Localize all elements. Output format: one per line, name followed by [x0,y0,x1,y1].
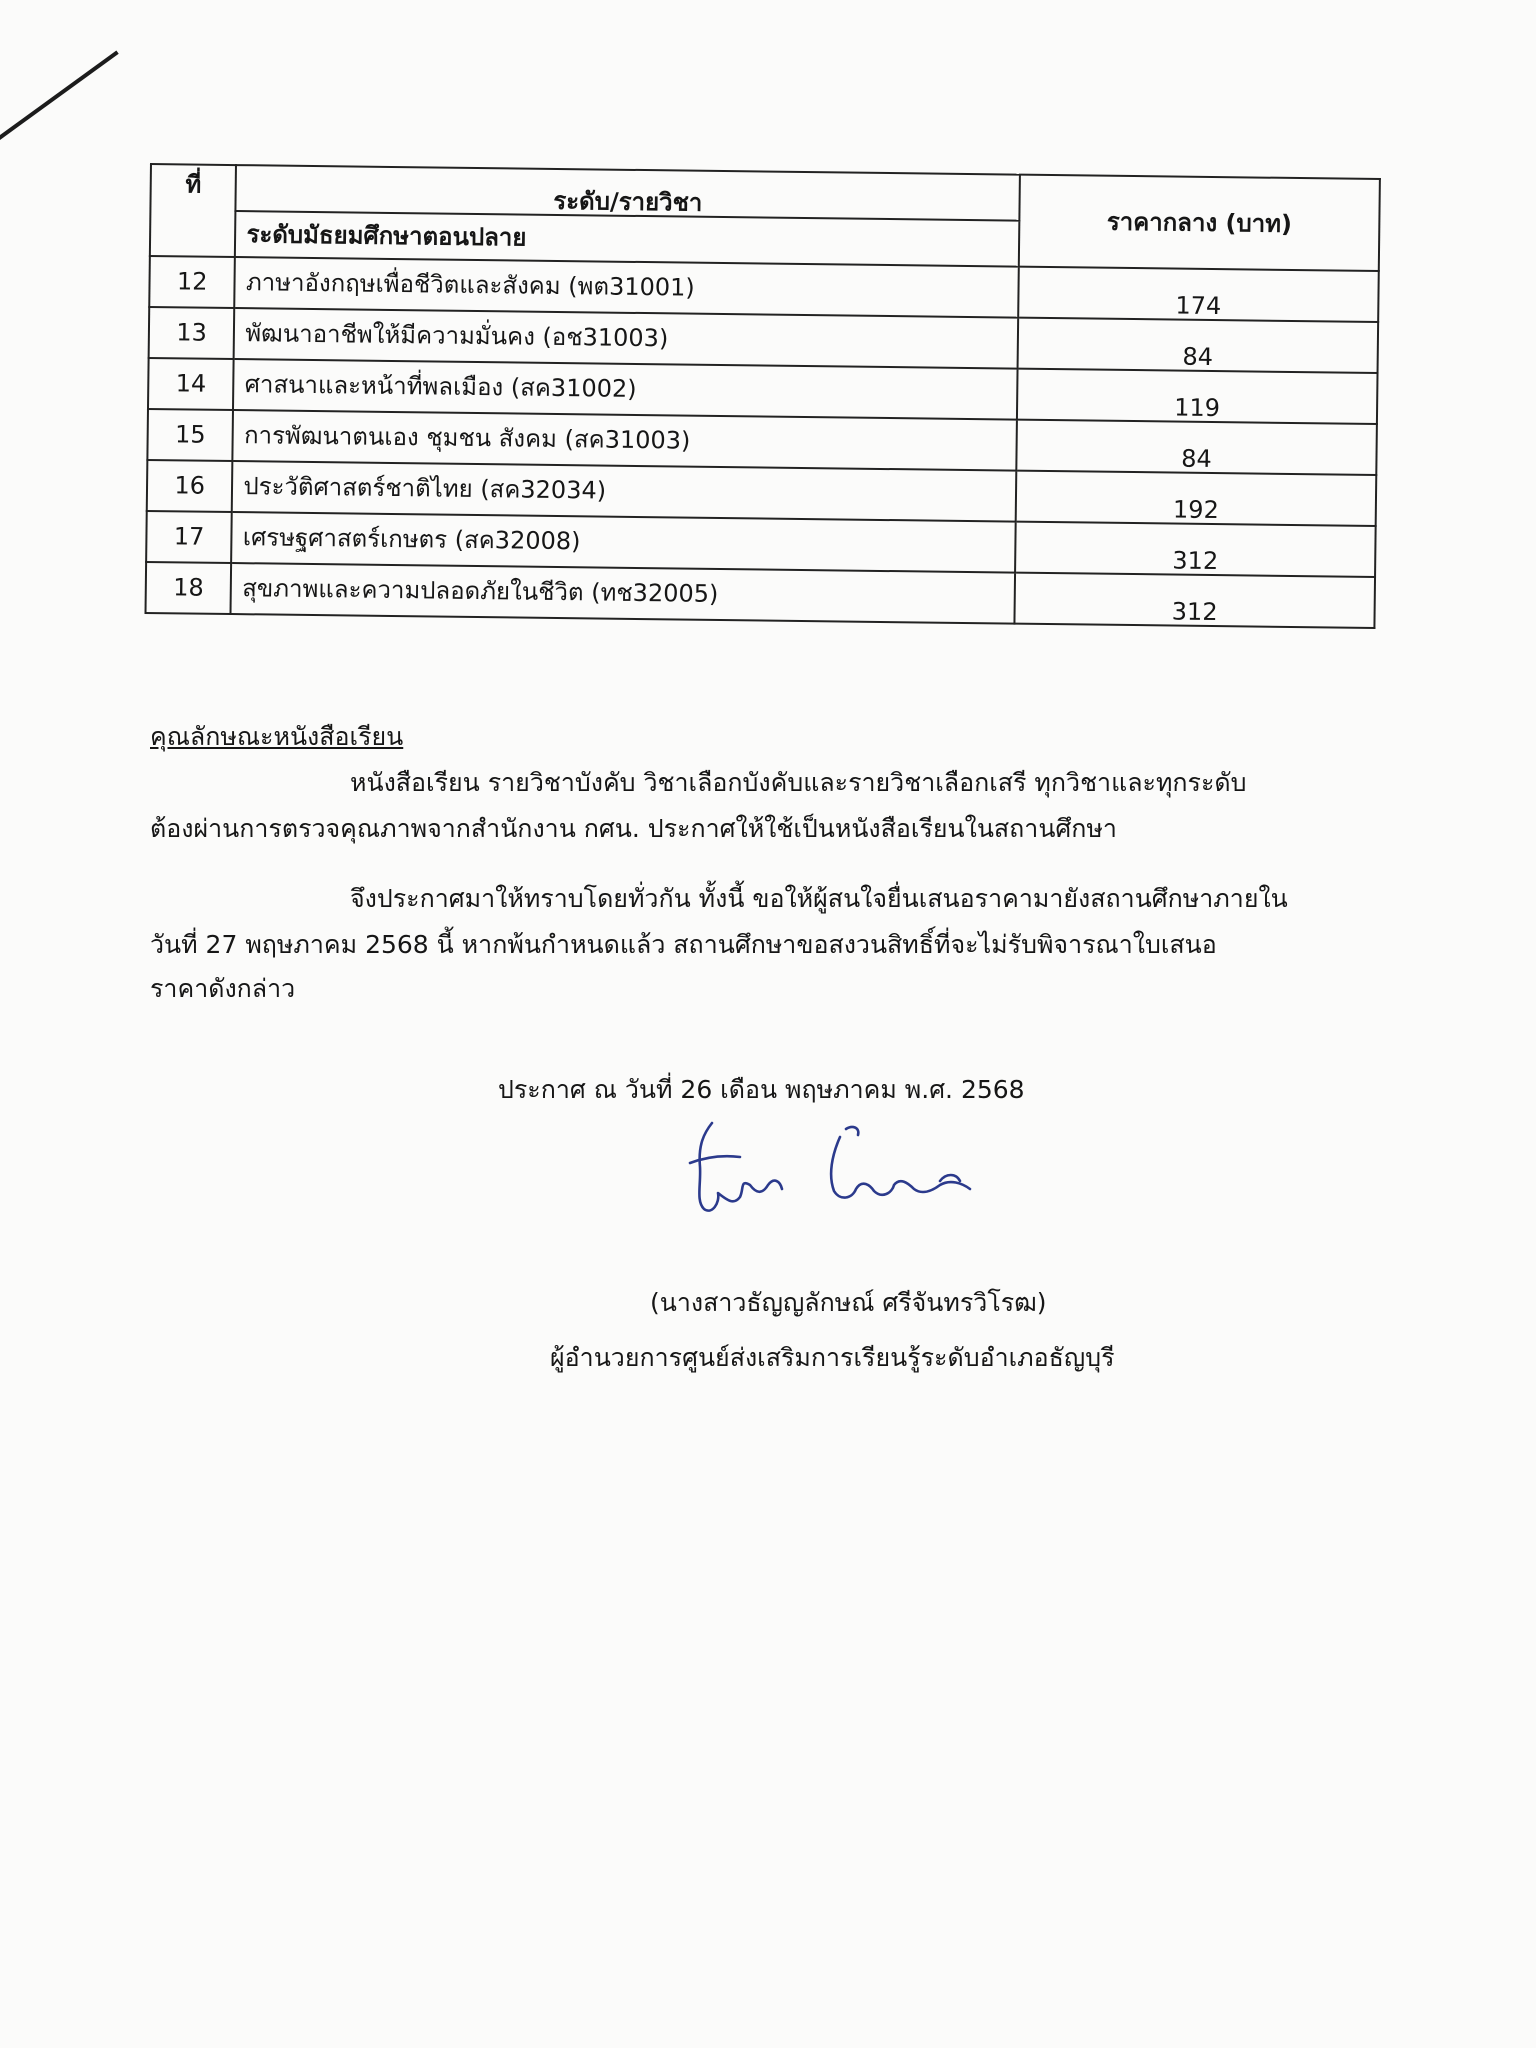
row-subject: เศรษฐศาสตร์เกษตร (สค32008) [232,512,1016,573]
header-subject: ระดับ/รายวิชา [236,165,1020,221]
para1-line2: ต้องผ่านการตรวจคุณภาพจากสำนักงาน กศน. ประกาศให้ใช้เป็นหนังสือเรียนในสถานศึกษา [150,814,1117,843]
header-no: ที่ [150,164,237,257]
row-subject: สุขภาพและความปลอดภัยในชีวิต (ทช32005) [231,563,1015,624]
row-price: 119 [1017,369,1377,424]
row-price: 174 [1018,267,1378,322]
signature-scribble [670,1115,1000,1225]
row-subject: ภาษาอังกฤษเพื่อชีวิตและสังคม (พต31001) [235,257,1019,318]
row-price: 312 [1015,522,1375,577]
para1-line1: หนังสือเรียน รายวิชาบังคับ วิชาเลือกบังคับและรายวิชาเลือกเสรี ทุกวิชาและทุกระดับ [350,768,1247,797]
price-table [144,163,1380,629]
row-price: 84 [1016,420,1376,475]
para2-line2: วันที่ 27 พฤษภาคม 2568 นี้ หากพ้นกำหนดแล้ว สถานศึกษาขอสงวนสิทธิ์ที่จะไม่รับพิจารณาใบเสนอ [150,930,1217,959]
characteristics-section [150,722,1350,1004]
row-number: 18 [146,562,232,614]
para2-line3: ราคาดังกล่าว [150,974,296,1003]
row-price: 312 [1015,573,1375,628]
characteristics-heading: คุณลักษณะหนังสือเรียน [150,722,404,751]
announce-date: ประกาศ ณ วันที่ 26 เดือน พฤษภาคม พ.ศ. 2568 [498,1075,1025,1104]
signer-position: ผู้อำนวยการศูนย์ส่งเสริมการเรียนรู้ระดับอำเภอธัญบุรี [550,1343,1115,1372]
scan-edge-mark [0,50,119,153]
row-number: 12 [149,256,235,308]
level-label: ระดับมัธยมศึกษาตอนปลาย [235,211,1019,267]
row-number: 17 [146,511,232,563]
row-subject: ประวัติศาสตร์ชาติไทย (สค32034) [232,461,1016,522]
signer-name: (นางสาวธัญญลักษณ์ ศรีจันทรวิโรฒ) [650,1288,1047,1317]
row-number: 16 [147,460,233,512]
header-price: ราคากลาง (บาท) [1019,175,1380,271]
table-body [146,256,1379,628]
row-number: 15 [147,409,233,461]
para2-line1: จึงประกาศมาให้ทราบโดยทั่วกัน ทั้งนี้ ขอให้ผู้สนใจยื่นเสนอราคามายังสถานศึกษาภายใน [350,884,1288,913]
row-number: 14 [148,358,234,410]
row-number: 13 [149,307,235,359]
row-price: 192 [1016,471,1376,526]
row-subject: การพัฒนาตนเอง ชุมชน สังคม (สค31003) [233,410,1017,471]
row-subject: ศาสนาและหน้าที่พลเมือง (สค31002) [233,359,1017,420]
row-price: 84 [1018,318,1378,373]
row-subject: พัฒนาอาชีพให้มีความมั่นคง (อช31003) [234,308,1018,369]
signature [670,1115,1000,1229]
